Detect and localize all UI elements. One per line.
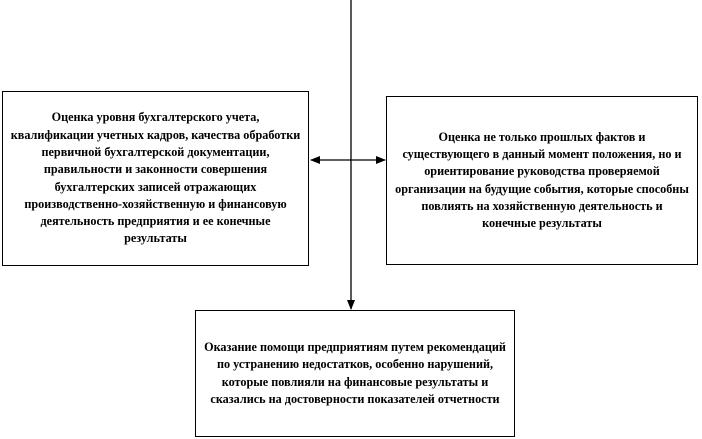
left-box [2, 91, 309, 266]
left-box-text: Оценка уровня бухгалтерского учета, квалификации учетных кадров, качества обработки первичной бухгалтерской документации, правильности и законности совершения бухгалтерских записей отражающих производственно-хозяйственную и финансовую деятельность предприятия и ее конечные результаты [10, 110, 301, 246]
bottom-box-text: Оказание помощи предприятиям путем рекомендаций по устранению недостатков, особенно нарушений, которые повлияли на финансовые результаты и сказались на достоверности показателей отчетности [204, 339, 506, 406]
bottom-box [195, 310, 515, 437]
right-box-text: Оценка не только прошлых фактов и существующего в данный момент положения, но и ориентирование руководства проверяемой организации на будущие события, которые способны повлиять на хозяйственную деятельность и конечные результаты [395, 129, 689, 231]
right-box [386, 96, 698, 265]
